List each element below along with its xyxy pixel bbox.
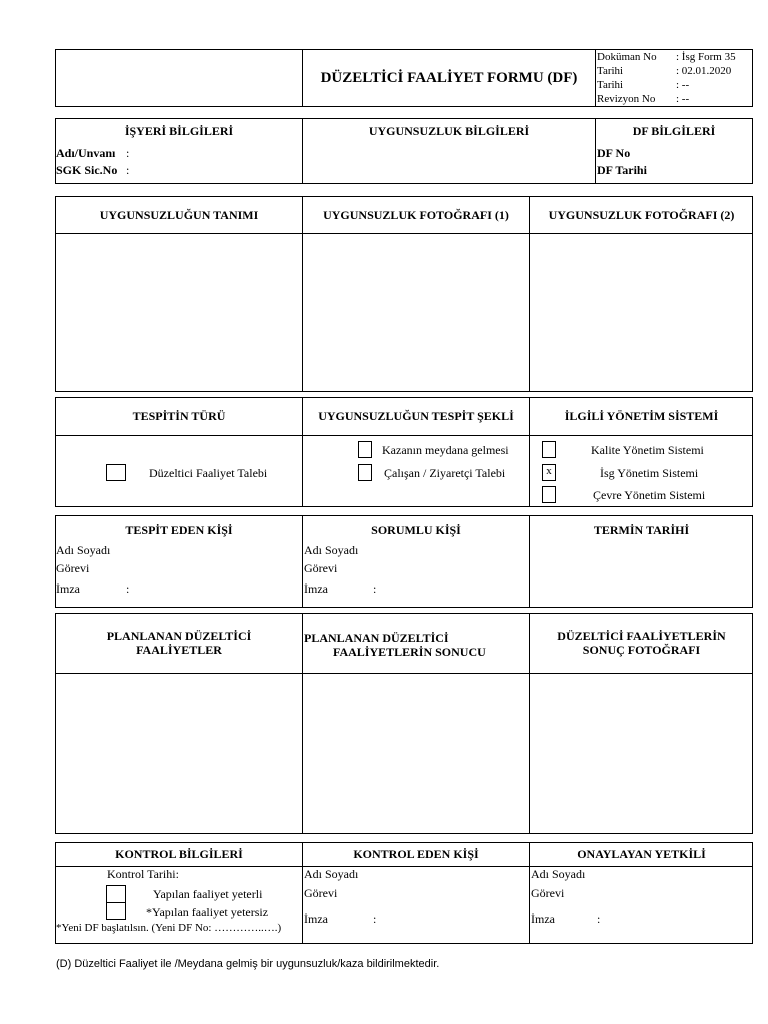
uygunsuzluk-table — [55, 196, 753, 392]
isg-checkbox[interactable]: x — [542, 464, 556, 481]
talep-label: Çalışan / Ziyaretçi Talebi — [384, 466, 506, 480]
imza-label: İmza — [56, 582, 80, 596]
onaylayan-header: ONAYLAYAN YETKİLİ — [577, 847, 706, 861]
tanim-header: UYGUNSUZLUĞUN TANIMI — [99, 208, 259, 222]
sorumlu-header: SORUMLU KİŞİ — [371, 523, 461, 537]
tespit-sekli-header: UYGUNSUZLUĞUN TESPİT ŞEKLİ — [318, 409, 514, 423]
meta-value: : 02.01.2020 — [676, 65, 732, 77]
sonuc-foto-header-2: SONUÇ FOTOĞRAFI — [582, 643, 701, 657]
planlanan-header-2: FAALİYETLER — [136, 643, 222, 657]
kontrol-bilgileri-header: KONTROL BİLGİLERİ — [115, 847, 243, 861]
yonetim-sistemi-header: İLGİLİ YÖNETİM SİSTEMİ — [564, 409, 719, 423]
colon: : — [373, 582, 377, 596]
df-tarihi-label: DF Tarihi — [597, 163, 647, 177]
yeterli-checkbox[interactable] — [106, 885, 126, 903]
colon: : — [373, 912, 377, 926]
kalite-label: Kalite Yönetim Sistemi — [591, 443, 704, 457]
planlanan-header-1: PLANLANAN DÜZELTİCİ — [106, 629, 252, 643]
isg-label: İsg Yönetim Sistemi — [600, 466, 699, 480]
talep-checkbox[interactable] — [358, 464, 372, 481]
imza-label: İmza — [531, 912, 555, 926]
meta-value: : -- — [676, 79, 690, 91]
uygunsuzluk-title: UYGUNSUZLUK BİLGİLERİ — [368, 124, 530, 138]
yeni-df-label: *Yeni DF başlatılsın. (Yeni DF No: …………..….) — [56, 922, 282, 934]
yeterli-label: Yapılan faaliyet yeterli — [153, 887, 263, 901]
sonuc-header-2: FAALİYETLERİN SONUCU — [333, 645, 486, 659]
kontrol-tarihi-label: Kontrol Tarihi: — [107, 867, 179, 881]
tespit-turu-header: TESPİTİN TÜRÜ — [132, 409, 226, 423]
divider — [529, 196, 530, 392]
adi-soyadi-label: Adı Soyadı — [56, 543, 111, 557]
kontrol-eden-header: KONTROL EDEN KİŞİ — [353, 847, 479, 861]
gorevi-label: Görevi — [304, 561, 338, 575]
meta-label: Revizyon No — [597, 93, 656, 105]
meta-value: : -- — [676, 93, 690, 105]
kalite-checkbox[interactable] — [542, 441, 556, 458]
divider — [595, 49, 596, 107]
colon: : — [126, 163, 130, 177]
colon: : — [597, 912, 601, 926]
gorevi-label: Görevi — [531, 886, 565, 900]
form-title: DÜZELTİCİ FAALİYET FORMU (DF) — [320, 70, 578, 86]
adi-soyadi-label: Adı Soyadı — [304, 543, 359, 557]
sgk-label: SGK Sic.No — [56, 163, 118, 177]
termin-header: TERMİN TARİHİ — [593, 523, 690, 537]
kaza-label: Kazanın meydana gelmesi — [382, 443, 509, 457]
colon: : — [126, 146, 130, 160]
sonuc-foto-header-1: DÜZELTİCİ FAALİYETLERİN — [557, 629, 726, 643]
meta-label: Doküman No — [597, 51, 657, 63]
foto2-header: UYGUNSUZLUK FOTOĞRAFI (2) — [548, 208, 735, 222]
divider — [55, 233, 753, 234]
colon: : — [126, 582, 130, 596]
imza-label: İmza — [304, 912, 328, 926]
cevre-checkbox[interactable] — [542, 486, 556, 503]
tespit-eden-header: TESPİT EDEN KİŞİ — [125, 523, 233, 537]
df-no-label: DF No — [597, 146, 631, 160]
meta-label: Tarihi — [597, 65, 624, 77]
divider — [302, 196, 303, 392]
adi-soyadi-label: Adı Soyadı — [304, 867, 359, 881]
imza-label: İmza — [304, 582, 328, 596]
yetersiz-checkbox[interactable] — [106, 902, 126, 920]
dft-label: Düzeltici Faaliyet Talebi — [149, 466, 268, 480]
df-title: DF BİLGİLERİ — [632, 124, 716, 138]
divider — [302, 613, 303, 834]
isyeri-title: İŞYERİ BİLGİLERİ — [124, 124, 234, 138]
dft-checkbox[interactable] — [106, 464, 126, 481]
divider — [55, 673, 753, 674]
footer-note: (D) Düzeltici Faaliyet ile /Meydana gelmiş bir uygunsuzluk/kaza bildirilmektedir. — [56, 958, 440, 970]
gorevi-label: Görevi — [304, 886, 338, 900]
divider — [55, 435, 753, 436]
kaza-checkbox[interactable] — [358, 441, 372, 458]
foto1-header: UYGUNSUZLUK FOTOĞRAFI (1) — [323, 208, 509, 222]
adi-unvani-label: Adı/Unvanı — [56, 146, 116, 160]
meta-label: Tarihi — [597, 79, 624, 91]
cevre-label: Çevre Yönetim Sistemi — [593, 488, 706, 502]
gorevi-label: Görevi — [56, 561, 90, 575]
yetersiz-label: *Yapılan faaliyet yetersiz — [146, 905, 269, 919]
sonuc-header-1: PLANLANAN DÜZELTİCİ — [304, 631, 449, 645]
meta-value: : İsg Form 35 — [676, 51, 736, 63]
adi-soyadi-label: Adı Soyadı — [531, 867, 586, 881]
